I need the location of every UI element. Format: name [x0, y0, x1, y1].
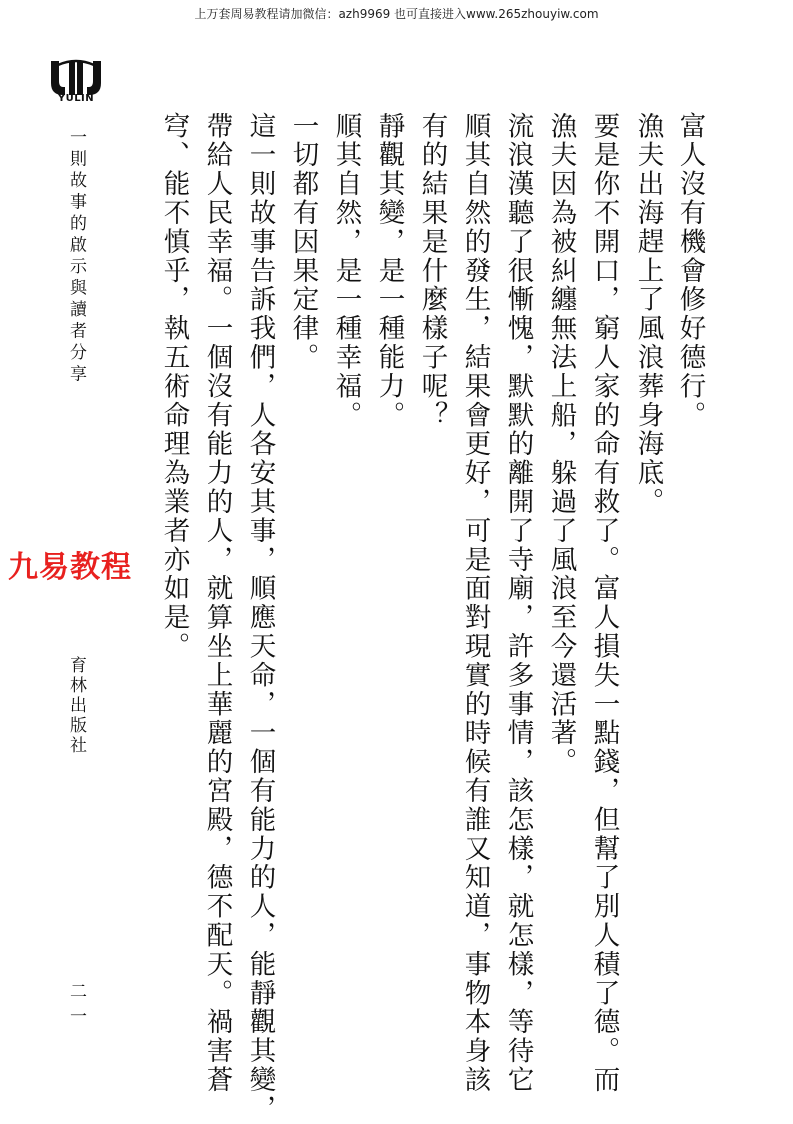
text-column: 一切都有因果定律。	[287, 112, 319, 373]
text-column: 穹、能不慎乎，執五術命理為業者亦如是。	[158, 112, 190, 662]
watermark: 九易教程	[8, 550, 132, 585]
text-column: 要是你不開口，窮人家的命有救了。富人損失一點錢，但幫了別人積了德。而	[588, 112, 620, 1095]
top-banner: 上万套周易教程请加微信：azh9969 也可直接进入www.265zhouyiw.com	[194, 7, 599, 21]
text-column: 順其自然的發生，結果會更好，可是面對現實的時候有誰又知道，事物本身該	[459, 112, 491, 1095]
logo-text: YULIN	[57, 93, 95, 104]
text-column: 富人沒有機會修好德行。	[674, 112, 706, 430]
text-column: 靜觀其變，是一種能力。	[373, 112, 405, 430]
text-column: 流浪漢聽了很慚愧，默默的離開了寺廟，許多事情，該怎樣，就怎樣，等待它	[502, 112, 534, 1095]
text-column: 順其自然，是一種幸福。	[330, 112, 362, 430]
publisher-name: 育林出版社	[66, 656, 86, 756]
text-column: 漁夫因為被糾纏無法上船，躲過了風浪至今還活著。	[545, 112, 577, 777]
text-column: 這一則故事告訴我們，人各安其事，順應天命，一個有能力的人，能靜觀其變，	[244, 112, 276, 1124]
running-title: 一則故事的啟示與讀者分享	[66, 128, 86, 386]
text-column: 有的結果是什麼樣子呢？	[416, 112, 448, 430]
text-column: 漁夫出海趕上了風浪葬身海底。	[632, 112, 664, 517]
page-number: 二一	[66, 982, 86, 1032]
text-column: 帶給人民幸福。一個沒有能力的人，就算坐上華麗的宮殿，德不配天。禍害蒼	[201, 112, 233, 1095]
